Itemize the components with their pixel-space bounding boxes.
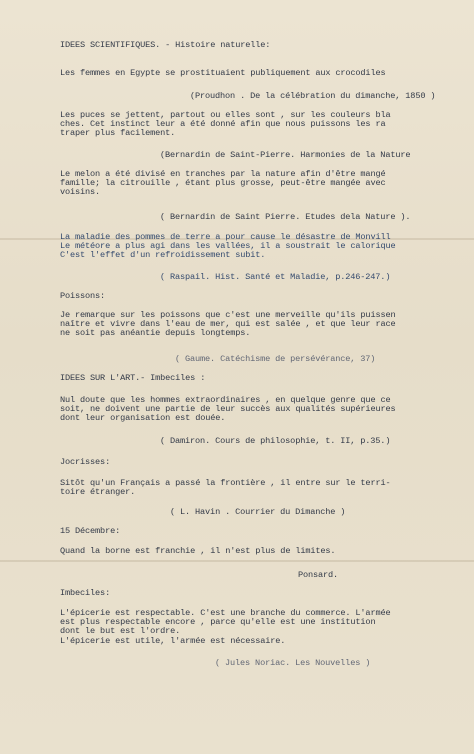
section-heading: Imbeciles: — [60, 588, 111, 598]
quote-line: C'est l'effet d'un refroidissement subit. — [60, 250, 266, 260]
citation: (Proudhon . De la célébration du dimanche, 1850 ) — [190, 91, 436, 101]
quote-line: Le météore a plus agi dans les vallées, il a soustrait le calorique — [60, 241, 396, 251]
section-heading: 15 Décembre: — [60, 526, 121, 536]
quote-line: toire étranger. — [60, 487, 136, 497]
citation: ( Gaume. Catéchisme de persévérance, 37) — [175, 354, 376, 364]
quote-line: ches. Cet instinct leur a été donné afin que nous puissons les ra — [60, 119, 386, 129]
section-heading: IDEES SUR L'ART.- Imbeciles : — [60, 373, 206, 383]
quote-line: naître et vivre dans l'eau de mer, qui est salée , et que leur race — [60, 319, 396, 329]
citation: ( Raspail. Hist. Santé et Maladie, p.246-247.) — [160, 272, 391, 282]
citation: ( Jules Noriac. Les Nouvelles ) — [215, 658, 371, 668]
citation: ( Damiron. Cours de philosophie, t. II, p.35.) — [160, 436, 391, 446]
quote-line: dont leur organisation est douée. — [60, 413, 226, 423]
quote-line: est plus respectable encore , parce qu'elle est une institution — [60, 617, 376, 627]
quote-line: Nul doute que les hommes extraordinaires , en quelque genre que ce — [60, 395, 391, 405]
quote-line: Je remarque sur les poissons que c'est une merveille qu'ils puissen — [60, 310, 396, 320]
section-heading: IDEES SCIENTIFIQUES. - Histoire naturelle: — [60, 40, 271, 50]
quote-line: traper plus facilement. — [60, 128, 176, 138]
quote-line: ne soit pas anéantie depuis longtemps. — [60, 328, 251, 338]
quote-line: Quand la borne est franchie , il n'est plus de limites. — [60, 546, 336, 556]
quote-line: L'épicerie est utile, l'armée est nécessaire. — [60, 636, 286, 646]
citation: Ponsard. — [298, 570, 339, 580]
section-heading: Poissons: — [60, 291, 106, 301]
quote-line: voisins. — [60, 187, 101, 197]
citation: (Bernardin de Saint-Pierre. Harmonies de la Nature — [160, 150, 411, 160]
citation: ( Bernardin de Saint Pierre. Etudes dela Nature ). — [160, 212, 411, 222]
paper-fold — [0, 560, 474, 562]
quote-line: soit, ne doivent une partie de leur succès aux qualités supérieures — [60, 404, 396, 414]
quote-line: La maladie des pommes de terre a pour cause le désastre de Monvill — [60, 232, 391, 242]
quote-line: dont le but est l'ordre. — [60, 626, 181, 636]
quote-line: Sitôt qu'un Français a passé la frontière , il entre sur le terri- — [60, 478, 391, 488]
quote-line: famille; la citrouille , étant plus grosse, peut-être mangée avec — [60, 178, 386, 188]
section-heading: Jocrisses: — [60, 457, 111, 467]
quote-line: L'épicerie est respectable. C'est une branche du commerce. L'armée — [60, 608, 391, 618]
quote-line: Les puces se jettent, partout ou elles sont , sur les couleurs bla — [60, 110, 391, 120]
quote-line: Les femmes en Egypte se prostituaient publiquement aux crocodiles — [60, 68, 386, 78]
quote-line: Le melon a été divisé en tranches par la nature afin d'être mangé — [60, 169, 386, 179]
citation: ( L. Havin . Courrier du Dimanche ) — [170, 507, 346, 517]
